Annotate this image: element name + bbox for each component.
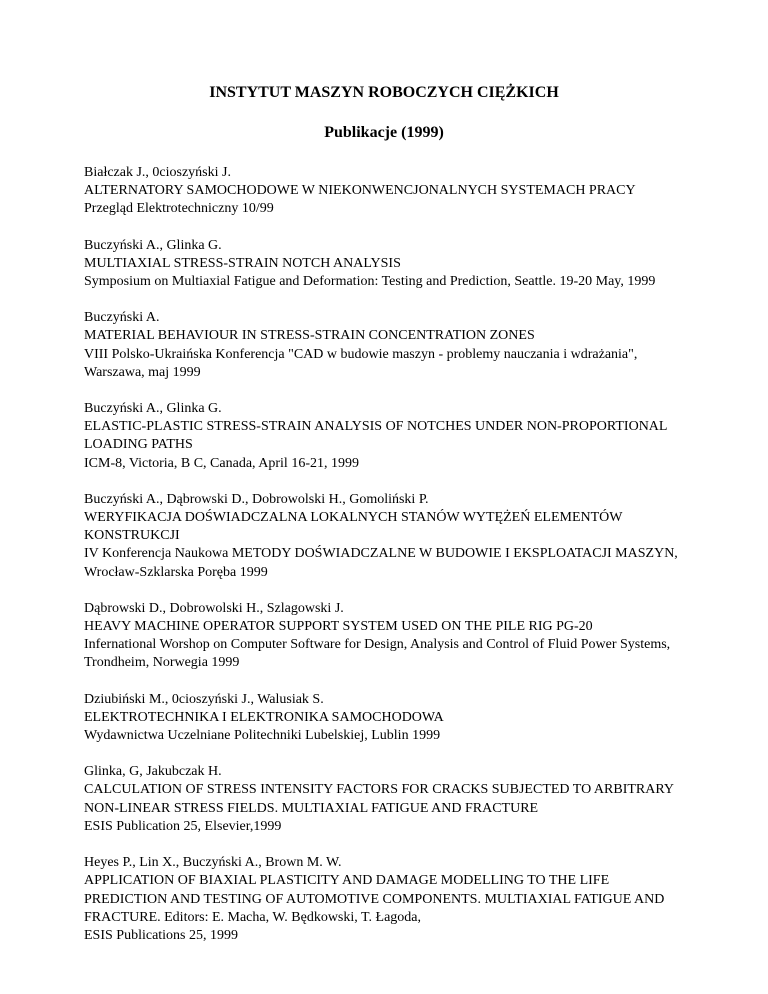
entry-authors: Buczyński A., Glinka G. [84, 401, 222, 417]
entry-source: Infernational Worshop on Computer Software for Design, Analysis and Control of Fluid Power Systems, Trondheim, Norwegia 1999 [84, 637, 671, 671]
entry-source: VIII Polsko-Ukraińska Konferencja "CAD w budowie maszyn - problemy nauczania i wdrażania", Warszawa, maj 1999 [84, 346, 638, 380]
entry-title: ELEKTROTECHNIKA I ELEKTRONIKA SAMOCHODOWA [84, 709, 444, 725]
entry-title: CALCULATION OF STRESS INTENSITY FACTORS FOR CRACKS SUBJECTED TO ARBITRARY NON-LINEAR STRESS FIELDS. MULTIAXIAL FATIGUE AND FRACTURE [84, 782, 674, 816]
publication-entry [84, 237, 684, 292]
entry-title: HEAVY MACHINE OPERATOR SUPPORT SYSTEM USED ON THE PILE RIG PG-20 [84, 619, 593, 635]
publication-entry [84, 164, 684, 219]
entry-source: ICM-8, Victoria, B C, Canada, April 16-21, 1999 [84, 455, 359, 471]
publication-entry [84, 400, 684, 473]
institute-title: INSTYTUT MASZYN ROBOCZYCH CIĘŻKICH [209, 84, 559, 101]
entry-title: MULTIAXIAL STRESS-STRAIN NOTCH ANALYSIS [84, 255, 401, 271]
entry-source: IV Konferencja Naukowa METODY DOŚWIADCZALNE W BUDOWIE I EKSPLOATACJI MASZYN, Wrocław-Szklarska Poręba 1999 [84, 546, 678, 580]
entry-source: ESIS Publication 25, Elsevier,1999 [84, 818, 282, 834]
entry-authors: Dąbrowski D., Dobrowolski H., Szlagowski J. [84, 600, 344, 616]
entry-title: ALTERNATORY SAMOCHODOWE W NIEKONWENCJONALNYCH SYSTEMACH PRACY [84, 183, 636, 199]
entry-source: Wydawnictwa Uczelniane Politechniki Lubelskiej, Lublin 1999 [84, 728, 441, 744]
entry-source: Przegląd Elektrotechniczny 10/99 [84, 201, 274, 217]
publication-entry [84, 763, 684, 836]
publication-entry [84, 600, 684, 673]
entry-authors: Buczyński A., Dąbrowski D., Dobrowolski H., Gomoliński P. [84, 491, 429, 507]
entry-authors: Buczyński A. [84, 310, 160, 326]
entry-title: ELASTIC-PLASTIC STRESS-STRAIN ANALYSIS OF NOTCHES UNDER NON-PROPORTIONAL LOADING PATHS [84, 419, 667, 453]
entry-title: WERYFIKACJA DOŚWIADCZALNA LOKALNYCH STANÓW WYTĘŻEŃ ELEMENTÓW KONSTRUKCJI [84, 510, 623, 544]
entry-authors: Dziubiński M., 0cioszyński J., Walusiak S. [84, 691, 324, 707]
entry-title: APPLICATION OF BIAXIAL PLASTICITY AND DAMAGE MODELLING TO THE LIFE PREDICTION AND TESTING OF AUTOMOTIVE COMPONENTS. MULTIAXIAL FATIGUE AND FRACTURE. Editors: E. Macha, W. Będkowski, T. Łagoda, [84, 873, 665, 925]
publication-entry [84, 491, 684, 582]
publication-list [84, 164, 684, 963]
entry-source: Symposium on Multiaxial Fatigue and Deformation: Testing and Prediction, Seattle. 19-20 May, 1999 [84, 274, 656, 290]
entry-authors: Białczak J., 0cioszyński J. [84, 165, 231, 180]
entry-authors: Buczyński A., Glinka G. [84, 237, 222, 253]
entry-authors: Glinka, G, Jakubczak H. [84, 764, 222, 780]
publications-subtitle: Publikacje (1999) [324, 124, 444, 141]
entry-title: MATERIAL BEHAVIOUR IN STRESS-STRAIN CONCENTRATION ZONES [84, 328, 535, 344]
publication-entry [84, 309, 684, 382]
entry-authors: Heyes P., Lin X., Buczyński A., Brown M. W. [84, 855, 342, 871]
publication-entry [84, 854, 684, 945]
entry-source: ESIS Publications 25, 1999 [84, 927, 239, 943]
publication-entry [84, 691, 684, 746]
